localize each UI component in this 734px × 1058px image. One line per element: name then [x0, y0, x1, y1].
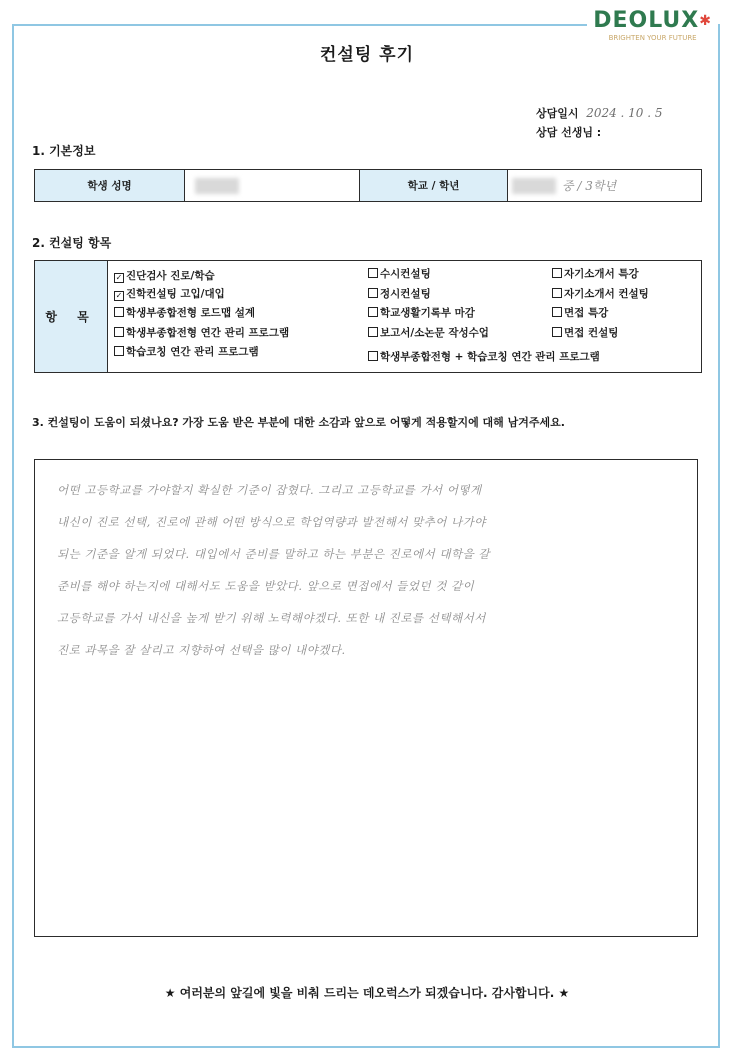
- answer-line: 내신이 진로 선택, 진로에 관해 어떤 방식으로 학업역량과 발전해서 맞추어 나가야: [57, 515, 486, 529]
- answer-line: 고등학교를 가서 내신을 높게 받기 위해 노력해야겠다. 또한 내 진로를 선택해서서: [57, 611, 486, 625]
- checkbox-icon: [552, 307, 562, 317]
- option-diagnostic-test[interactable]: ✓ 진단검사 진로/학습: [115, 270, 215, 282]
- option-roadmap-design[interactable]: 학생부종합전형 로드맵 설계: [114, 305, 255, 320]
- checkbox-icon: [114, 307, 124, 317]
- option-study-coaching[interactable]: 학습코칭 연간 관리 프로그램: [114, 344, 259, 359]
- option-interview-consulting[interactable]: 면접 컨설팅: [552, 325, 618, 340]
- section1-heading: 1. 기본정보: [32, 144, 96, 158]
- basic-info-table: [34, 169, 702, 202]
- answer-line: 준비를 해야 하는지에 대해서도 도움을 받았다. 앞으로 면접에서 들었던 것 같이: [57, 579, 475, 593]
- answer-line: 진로 과목을 잘 살리고 지향하여 선택을 많이 내야겠다.: [57, 643, 346, 657]
- checkbox-icon: [114, 327, 124, 337]
- checkbox-icon: [552, 288, 562, 298]
- option-report-writing[interactable]: 보고서/소논문 작성수업: [368, 325, 489, 340]
- meta-block: [536, 104, 663, 142]
- option-essay-consulting[interactable]: 자기소개서 컨설팅: [552, 286, 649, 301]
- page-title: 컨설팅 후기: [319, 45, 415, 65]
- student-name-value: [185, 170, 360, 201]
- student-name-label: 학생 성명: [35, 170, 185, 201]
- option-admission-consulting[interactable]: ✓ 진학컨설팅 고입/대입: [115, 288, 225, 300]
- items-options: [108, 261, 701, 372]
- option-essay-lecture[interactable]: 자기소개서 특강: [552, 266, 639, 281]
- checkbox-icon: [552, 268, 562, 278]
- school-grade-handwriting: 중 / 3학년: [562, 179, 617, 193]
- option-combined-program[interactable]: 학생부종합전형 + 학습코칭 연간 관리 프로그램: [368, 349, 600, 364]
- logo-name: DEOLUX: [593, 8, 700, 33]
- items-row-header: 항 목: [35, 261, 108, 372]
- date-value: 2024 . 10 . 5: [586, 106, 663, 120]
- checkbox-icon: [368, 268, 378, 278]
- option-interview-lecture[interactable]: 면접 특강: [552, 305, 608, 320]
- checkbox-icon: [368, 307, 378, 317]
- footer-message: ★ 여러분의 앞길에 빛을 비춰 드리는 데오럭스가 되겠습니다. 감사합니다. ★: [164, 986, 570, 1000]
- section2-heading: 2. 컨설팅 항목: [32, 236, 112, 250]
- checkbox-icon: [368, 288, 378, 298]
- answer-line: 되는 기준을 알게 되었다. 대입에서 준비를 말하고 하는 부분은 진로에서 대학을 갈: [57, 547, 490, 561]
- feedback-question: 3. 컨설팅이 도움이 되셨나요? 가장 도움 받은 부분에 대한 소감과 앞으로 어떻게 적용할지에 대해 남겨주세요.: [32, 416, 565, 429]
- brand-logo: [587, 8, 718, 43]
- feedback-answer-box[interactable]: [34, 459, 698, 937]
- counselor-label: 상담 선생님 :: [536, 126, 602, 139]
- school-grade-label: 학교 / 학년: [360, 170, 508, 201]
- logo-tagline: BRIGHTEN YOUR FUTURE: [608, 34, 697, 42]
- date-label: 상담일시: [536, 107, 579, 120]
- checkbox-icon: [114, 346, 124, 356]
- option-early-admission[interactable]: 수시컨설팅: [368, 266, 431, 281]
- checkbox-icon: [368, 327, 378, 337]
- answer-line: 어떤 고등학교를 가야할지 확실한 기준이 잡혔다. 그리고 고등학교를 가서 어떻게: [57, 483, 482, 497]
- redacted-block: [512, 178, 556, 194]
- checkbox-icon: [552, 327, 562, 337]
- option-regular-admission[interactable]: 정시컨설팅: [368, 286, 431, 301]
- checkbox-checked-icon: ✓: [115, 291, 123, 300]
- consulting-items-table: [34, 260, 702, 373]
- checkbox-icon: [368, 351, 378, 361]
- option-school-record[interactable]: 학교생활기록부 마감: [368, 305, 475, 320]
- checkbox-checked-icon: ✓: [115, 273, 123, 282]
- redacted-block: [195, 178, 239, 194]
- star-icon: ✱: [699, 13, 712, 29]
- option-annual-management[interactable]: 학생부종합전형 연간 관리 프로그램: [114, 325, 289, 340]
- school-grade-value: [508, 170, 701, 201]
